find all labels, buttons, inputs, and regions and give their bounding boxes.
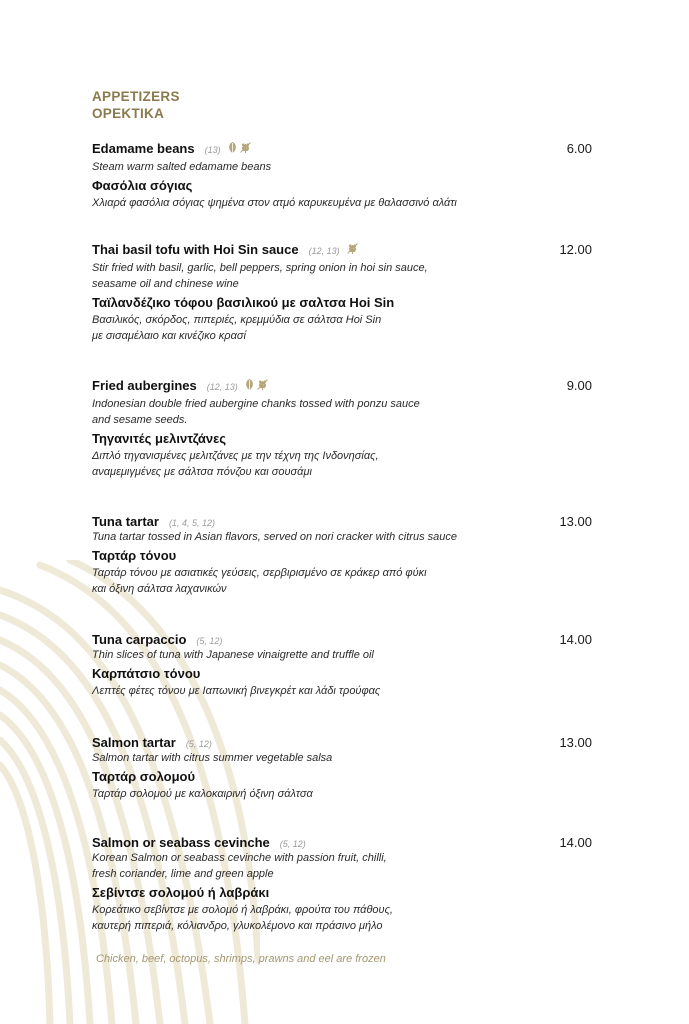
- diet-icons: [244, 378, 269, 396]
- item-greek-description: Κορεάτικο σεβίντσε με σολομό ή λαβράκι, φρούτα του πάθους, καυτερή πιπεριά, κόλιανδρο, γλυκολέμονο και πράσινο μήλο: [92, 904, 393, 932]
- item-allergens: (1, 4, 5, 12): [168, 518, 215, 528]
- frozen-items-footnote: Chicken, beef, octopus, shrimps, prawns and eel are frozen: [96, 953, 386, 965]
- item-description: Indonesian double fried aubergine chanks tossed with ponzu sauce and sesame seeds.: [92, 398, 420, 426]
- item-greek-description: Διπλό τηγανισμένες μελιτζάνες με την τέχνη της Ινδονησίας, αναμεμιγμένες με σάλτσα πόνζου και σουσάμι: [92, 450, 379, 478]
- vegan-leaf-icon: [227, 141, 238, 159]
- item-allergens: (5, 12): [279, 839, 306, 849]
- item-allergens: (12, 13): [206, 382, 238, 392]
- item-price: 13.00: [559, 735, 592, 750]
- item-allergens: (5, 12): [185, 739, 212, 749]
- item-description: Tuna tartar tossed in Asian flavors, served on nori cracker with citrus sauce: [92, 531, 457, 543]
- item-greek-description: Λεπτές φέτες τόνου με Ιαπωνική βινεγκρέτ και λάδι τρούφας: [92, 685, 381, 697]
- item-description: Steam warm salted edamame beans: [92, 161, 272, 173]
- item-name: Salmon or seabass cevinche: [92, 835, 270, 850]
- item-greek-name: Ταϊλανδέζικο τόφου βασιλικού με σαλτσα Hoi Sin: [92, 295, 395, 310]
- item-price: 12.00: [559, 242, 592, 257]
- menu-item: [92, 514, 592, 597]
- section-title-english: APPETIZERS: [92, 89, 180, 104]
- gluten-free-wheat-icon: [346, 242, 359, 260]
- menu-item: [92, 835, 592, 934]
- item-name: Tuna carpaccio: [92, 632, 187, 647]
- item-name: Tuna tartar: [92, 514, 159, 529]
- item-price: 6.00: [566, 141, 592, 156]
- item-allergens: (12, 13): [308, 246, 340, 256]
- item-greek-name: Σεβίντσε σολομού ή λαβράκι: [92, 885, 270, 900]
- item-allergens: (5, 12): [196, 636, 223, 646]
- diet-icons: [227, 141, 252, 159]
- item-price: 9.00: [566, 378, 592, 393]
- menu-item: [92, 242, 592, 344]
- menu-item: [92, 141, 592, 211]
- item-name: Salmon tartar: [92, 735, 176, 750]
- vegan-leaf-icon: [244, 378, 255, 396]
- item-description: Stir fried with basil, garlic, bell peppers, spring onion in hoi sin sauce, seasame oil and chinese wine: [92, 262, 428, 290]
- section-title-greek: ΟΡΕΚΤΙΚΑ: [92, 106, 165, 121]
- item-price: 14.00: [559, 835, 592, 850]
- item-greek-description: Βασιλικός, σκόρδος, πιπεριές, κρεμμύδια σε σάλτσα Hoi Sin με σισαμέλαιο και κινέζικο κρασί: [92, 314, 382, 342]
- item-greek-name: Ταρτάρ σολομού: [92, 769, 196, 784]
- menu-item: [92, 632, 592, 699]
- menu-item: [92, 735, 592, 802]
- item-greek-description: Ταρτάρ τόνου με ασιατικές γεύσεις, σερβιρισμένο σε κράκερ από φύκι και όξινη σάλτσα λαχανικών: [92, 567, 427, 595]
- item-description: Thin slices of tuna with Japanese vinaigrette and truffle oil: [92, 649, 374, 661]
- item-price: 14.00: [559, 632, 592, 647]
- item-greek-name: Φασόλια σόγιας: [92, 178, 193, 193]
- item-description: Salmon tartar with citrus summer vegetable salsa: [92, 752, 333, 764]
- item-greek-name: Τηγανιτές μελιντζάνες: [92, 431, 227, 446]
- item-price: 13.00: [559, 514, 592, 529]
- item-description: Korean Salmon or seabass cevinche with passion fruit, chilli, fresh coriander, lime and green apple: [92, 852, 387, 880]
- item-greek-description: Χλιαρά φασόλια σόγιας ψημένα στον ατμό καρυκευμένα με θαλασσινό αλάτι: [92, 197, 457, 209]
- item-name: Fried aubergines: [92, 378, 197, 393]
- item-name: Thai basil tofu with Hoi Sin sauce: [92, 242, 299, 257]
- gluten-free-wheat-icon: [239, 141, 252, 159]
- diet-icons: [346, 242, 359, 260]
- item-greek-name: Καρπάτσιο τόνου: [92, 666, 201, 681]
- gluten-free-wheat-icon: [256, 378, 269, 396]
- item-name: Edamame beans: [92, 141, 195, 156]
- section-heading: [92, 88, 180, 122]
- menu-item: [92, 378, 592, 480]
- item-greek-name: Ταρτάρ τόνου: [92, 548, 177, 563]
- item-greek-description: Ταρτάρ σολομού με καλοκαιρινή όξινη σάλτσα: [92, 788, 313, 800]
- item-allergens: (13): [204, 145, 221, 155]
